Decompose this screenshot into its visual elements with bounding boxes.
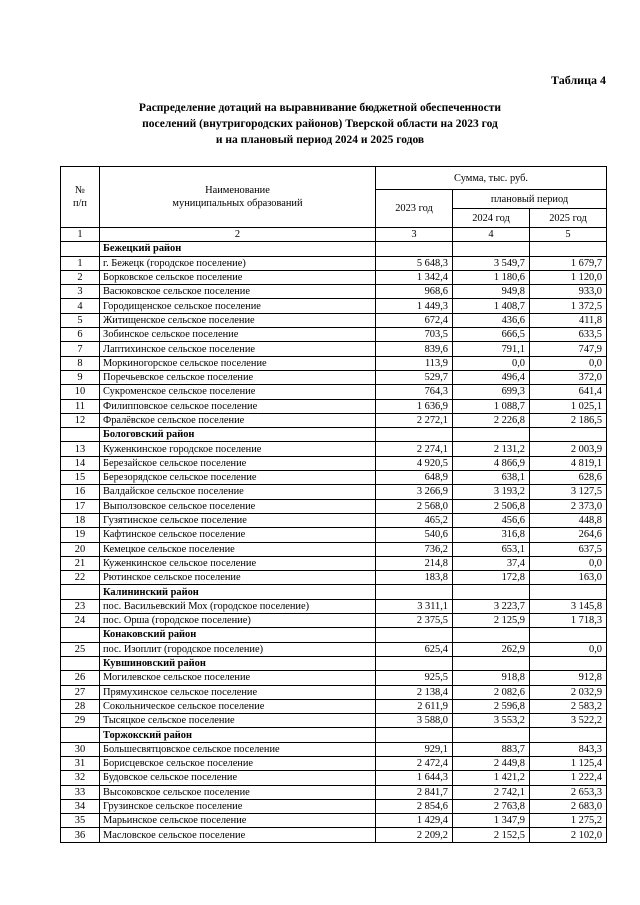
table-row [61,256,607,270]
header-num: № п/п [61,167,100,228]
value-2024: 436,6 [453,313,530,327]
row-number: 17 [61,499,100,513]
value-2025: 2 653,3 [530,785,607,799]
municipality-name: Васюковское сельское поселение [100,285,376,299]
row-number: 6 [61,328,100,342]
value-cell [530,628,607,642]
header-2024: 2024 год [453,209,530,228]
row-number: 16 [61,485,100,499]
value-2024: 2 596,8 [453,699,530,713]
value-2025: 1 025,1 [530,399,607,413]
value-2024: 949,8 [453,285,530,299]
row-number: 5 [61,313,100,327]
value-2024: 918,8 [453,671,530,685]
value-2023: 648,9 [376,471,453,485]
table-row [61,328,607,342]
value-2024: 4 866,9 [453,456,530,470]
value-2025: 1 125,4 [530,756,607,770]
value-2024: 791,1 [453,342,530,356]
row-number: 9 [61,370,100,384]
municipality-name: Валдайское сельское поселение [100,485,376,499]
value-2025: 1 372,5 [530,299,607,313]
row-number: 19 [61,528,100,542]
row-number: 18 [61,513,100,527]
table-row [61,756,607,770]
municipality-name: Житищенское сельское поселение [100,313,376,327]
row-number: 7 [61,342,100,356]
value-2025: 633,5 [530,328,607,342]
value-2023: 3 266,9 [376,485,453,499]
municipality-name: Березайское сельское поселение [100,456,376,470]
value-2025: 3 145,8 [530,599,607,613]
value-2025: 264,6 [530,528,607,542]
header-plan-period: плановый период [453,190,607,209]
municipality-name: Сокольническое сельское поселение [100,699,376,713]
value-cell [453,628,530,642]
row-number: 1 [61,256,100,270]
district-name: Калининский район [100,585,376,599]
column-number-row [61,228,607,242]
value-2025: 4 819,1 [530,456,607,470]
table-row [61,456,607,470]
row-number-cell [61,585,100,599]
value-2024: 0,0 [453,356,530,370]
value-2024: 2 082,6 [453,685,530,699]
value-2023: 1 644,3 [376,771,453,785]
value-2025: 2 683,0 [530,799,607,813]
value-2023: 925,5 [376,671,453,685]
value-2023: 2 209,2 [376,828,453,842]
value-cell [530,242,607,256]
value-2025: 637,5 [530,542,607,556]
row-number: 30 [61,742,100,756]
value-2023: 2 472,4 [376,756,453,770]
municipality-name: Куженкинское городское поселение [100,442,376,456]
row-number: 8 [61,356,100,370]
value-2024: 1 421,2 [453,771,530,785]
row-number: 36 [61,828,100,842]
district-header-row [61,628,607,642]
municipality-name: Высоковское сельское поселение [100,785,376,799]
column-number: 4 [453,228,530,242]
value-2023: 113,9 [376,356,453,370]
value-2023: 465,2 [376,513,453,527]
value-2024: 1 347,9 [453,814,530,828]
municipality-name: Грузинское сельское поселение [100,799,376,813]
document-title [60,100,580,148]
header-name: Наименование муниципальных образований [100,167,376,228]
value-2024: 496,4 [453,370,530,384]
municipality-name: Кемецкое сельское поселение [100,542,376,556]
value-cell [376,585,453,599]
municipality-name: Филипповское сельское поселение [100,399,376,413]
title-line-3: и на плановый период 2024 и 2025 годов [215,134,425,146]
value-2023: 3 588,0 [376,714,453,728]
municipality-name: пос. Орша (городское поселение) [100,614,376,628]
value-2025: 163,0 [530,571,607,585]
municipality-name: пос. Изоплит (городское поселение) [100,642,376,656]
value-2023: 2 611,9 [376,699,453,713]
value-2024: 2 131,2 [453,442,530,456]
table-row [61,471,607,485]
table-row [61,385,607,399]
row-number: 11 [61,399,100,413]
value-cell [453,428,530,442]
value-cell [453,728,530,742]
table-row [61,785,607,799]
value-2023: 2 568,0 [376,499,453,513]
value-2023: 1 636,9 [376,399,453,413]
value-2024: 2 449,8 [453,756,530,770]
district-name: Конаковский район [100,628,376,642]
value-2023: 2 272,1 [376,413,453,427]
value-2023: 529,7 [376,370,453,384]
value-2025: 0,0 [530,642,607,656]
row-number: 12 [61,413,100,427]
table-row [61,599,607,613]
value-2025: 3 127,5 [530,485,607,499]
value-2024: 262,9 [453,642,530,656]
value-2024: 3 549,7 [453,256,530,270]
value-2023: 183,8 [376,571,453,585]
table-row [61,342,607,356]
row-number-cell [61,728,100,742]
row-number: 26 [61,671,100,685]
municipality-name: Выползовское сельское поселение [100,499,376,513]
subsidy-table [60,166,607,843]
value-2024: 172,8 [453,571,530,585]
value-2025: 933,0 [530,285,607,299]
value-2025: 2 102,0 [530,828,607,842]
value-2023: 929,1 [376,742,453,756]
value-2024: 3 193,2 [453,485,530,499]
value-2024: 1 180,6 [453,270,530,284]
value-2025: 411,8 [530,313,607,327]
municipality-name: Масловское сельское поселение [100,828,376,842]
value-2023: 625,4 [376,642,453,656]
value-2025: 0,0 [530,356,607,370]
municipality-name: Рютинское сельское поселение [100,571,376,585]
municipality-name: Поречьевское сельское поселение [100,370,376,384]
table-row [61,270,607,284]
value-cell [376,242,453,256]
table-row [61,742,607,756]
value-2024: 456,6 [453,513,530,527]
municipality-name: Борисцевское сельское поселение [100,756,376,770]
row-number-cell [61,428,100,442]
title-line-2: поселений (внутригородских районов) Тверской области на 2023 год [142,118,498,130]
row-number: 20 [61,542,100,556]
table-row [61,699,607,713]
value-2023: 1 342,4 [376,270,453,284]
column-number: 3 [376,228,453,242]
row-number-cell [61,656,100,670]
column-number: 1 [61,228,100,242]
row-number: 22 [61,571,100,585]
value-2024: 2 742,1 [453,785,530,799]
value-2024: 2 226,8 [453,413,530,427]
table-row [61,771,607,785]
table-row [61,413,607,427]
value-2025: 843,3 [530,742,607,756]
row-number: 31 [61,756,100,770]
municipality-name: г. Бежецк (городское поселение) [100,256,376,270]
municipality-name: Моркиногорское сельское поселение [100,356,376,370]
value-2025: 1 275,2 [530,814,607,828]
row-number: 2 [61,270,100,284]
value-2025: 628,6 [530,471,607,485]
municipality-name: Тысяцкое сельское поселение [100,714,376,728]
value-2023: 2 138,4 [376,685,453,699]
value-2023: 839,6 [376,342,453,356]
value-2024: 638,1 [453,471,530,485]
title-line-1: Распределение дотаций на выравнивание бюджетной обеспеченности [138,102,502,114]
table-row [61,714,607,728]
row-number-cell [61,628,100,642]
column-number: 5 [530,228,607,242]
row-number: 33 [61,785,100,799]
municipality-name: Куженкинское сельское поселение [100,556,376,570]
table-row [61,356,607,370]
municipality-name: Фралёвское сельское поселение [100,413,376,427]
value-cell [453,242,530,256]
value-cell [530,656,607,670]
value-2023: 5 648,3 [376,256,453,270]
value-2023: 672,4 [376,313,453,327]
value-2023: 2 274,1 [376,442,453,456]
table-row [61,513,607,527]
municipality-name: Будовское сельское поселение [100,771,376,785]
table-row [61,799,607,813]
value-2025: 2 003,9 [530,442,607,456]
district-header-row [61,656,607,670]
value-2023: 540,6 [376,528,453,542]
value-2024: 653,1 [453,542,530,556]
municipality-name: Марьинское сельское поселение [100,814,376,828]
table-row [61,485,607,499]
table-row [61,614,607,628]
row-number: 14 [61,456,100,470]
table-row [61,299,607,313]
district-name: Бологовский район [100,428,376,442]
table-row [61,370,607,384]
table-row [61,814,607,828]
municipality-name: Березорядское сельское поселение [100,471,376,485]
value-2025: 747,9 [530,342,607,356]
row-number: 21 [61,556,100,570]
value-2024: 37,4 [453,556,530,570]
value-2025: 1 718,3 [530,614,607,628]
value-2024: 1 408,7 [453,299,530,313]
column-number: 2 [100,228,376,242]
table-label: Таблица 4 [551,73,606,87]
table-row [61,556,607,570]
value-cell [530,585,607,599]
district-name: Кувшиновский район [100,656,376,670]
district-name: Торжокский район [100,728,376,742]
row-number: 10 [61,385,100,399]
municipality-name: Сукроменское сельское поселение [100,385,376,399]
table-row [61,399,607,413]
value-cell [376,656,453,670]
value-2024: 699,3 [453,385,530,399]
district-name: Бежецкий район [100,242,376,256]
municipality-name: Городищенское сельское поселение [100,299,376,313]
value-2025: 1 222,4 [530,771,607,785]
value-2023: 214,8 [376,556,453,570]
header-2025: 2025 год [530,209,607,228]
row-number: 34 [61,799,100,813]
row-number: 32 [61,771,100,785]
value-2023: 4 920,5 [376,456,453,470]
district-header-row [61,242,607,256]
table-row [61,499,607,513]
value-2024: 1 088,7 [453,399,530,413]
value-2025: 641,4 [530,385,607,399]
value-2024: 2 763,8 [453,799,530,813]
municipality-name: Зобинское сельское поселение [100,328,376,342]
value-cell [376,628,453,642]
value-2024: 666,5 [453,328,530,342]
value-2023: 1 449,3 [376,299,453,313]
row-number: 13 [61,442,100,456]
value-2023: 703,5 [376,328,453,342]
header-2023: 2023 год [376,190,453,228]
municipality-name: Гузятинское сельское поселение [100,513,376,527]
row-number: 23 [61,599,100,613]
table-row [61,828,607,842]
value-2024: 2 125,9 [453,614,530,628]
row-number: 4 [61,299,100,313]
value-2025: 2 373,0 [530,499,607,513]
value-2025: 372,0 [530,370,607,384]
value-2023: 3 311,1 [376,599,453,613]
table-row [61,528,607,542]
value-cell [453,656,530,670]
value-2025: 0,0 [530,556,607,570]
value-2023: 2 375,5 [376,614,453,628]
value-2025: 2 032,9 [530,685,607,699]
value-cell [530,428,607,442]
table-row [61,671,607,685]
table-row [61,542,607,556]
row-number: 27 [61,685,100,699]
row-number: 24 [61,614,100,628]
value-2025: 448,8 [530,513,607,527]
row-number: 25 [61,642,100,656]
value-cell [453,585,530,599]
value-2025: 2 186,5 [530,413,607,427]
value-2023: 764,3 [376,385,453,399]
municipality-name: Лаптихинское сельское поселение [100,342,376,356]
value-2024: 3 223,7 [453,599,530,613]
value-cell [376,728,453,742]
table-row [61,642,607,656]
value-2025: 3 522,2 [530,714,607,728]
table-row [61,685,607,699]
table-body [61,242,607,842]
row-number: 28 [61,699,100,713]
value-2024: 2 506,8 [453,499,530,513]
value-2024: 883,7 [453,742,530,756]
value-2023: 2 841,7 [376,785,453,799]
table-row [61,285,607,299]
municipality-name: Кафтинское сельское поселение [100,528,376,542]
value-cell [530,728,607,742]
row-number: 29 [61,714,100,728]
municipality-name: Борковское сельское поселение [100,270,376,284]
municipality-name: пос. Васильевский Мох (городское поселение) [100,599,376,613]
value-2025: 1 120,0 [530,270,607,284]
row-number: 3 [61,285,100,299]
value-2023: 736,2 [376,542,453,556]
municipality-name: Могилевское сельское поселение [100,671,376,685]
header-row-1 [61,167,607,190]
table-row [61,442,607,456]
value-2025: 1 679,7 [530,256,607,270]
district-header-row [61,728,607,742]
header-sum: Сумма, тыс. руб. [376,167,607,190]
district-header-row [61,428,607,442]
value-2024: 2 152,5 [453,828,530,842]
value-2023: 968,6 [376,285,453,299]
value-2025: 2 583,2 [530,699,607,713]
district-header-row [61,585,607,599]
value-2023: 2 854,6 [376,799,453,813]
value-2023: 1 429,4 [376,814,453,828]
table-row [61,313,607,327]
municipality-name: Большесвятцовское сельское поселение [100,742,376,756]
value-cell [376,428,453,442]
table-row [61,571,607,585]
row-number-cell [61,242,100,256]
value-2025: 912,8 [530,671,607,685]
row-number: 15 [61,471,100,485]
value-2024: 316,8 [453,528,530,542]
municipality-name: Прямухинское сельское поселение [100,685,376,699]
row-number: 35 [61,814,100,828]
value-2024: 3 553,2 [453,714,530,728]
